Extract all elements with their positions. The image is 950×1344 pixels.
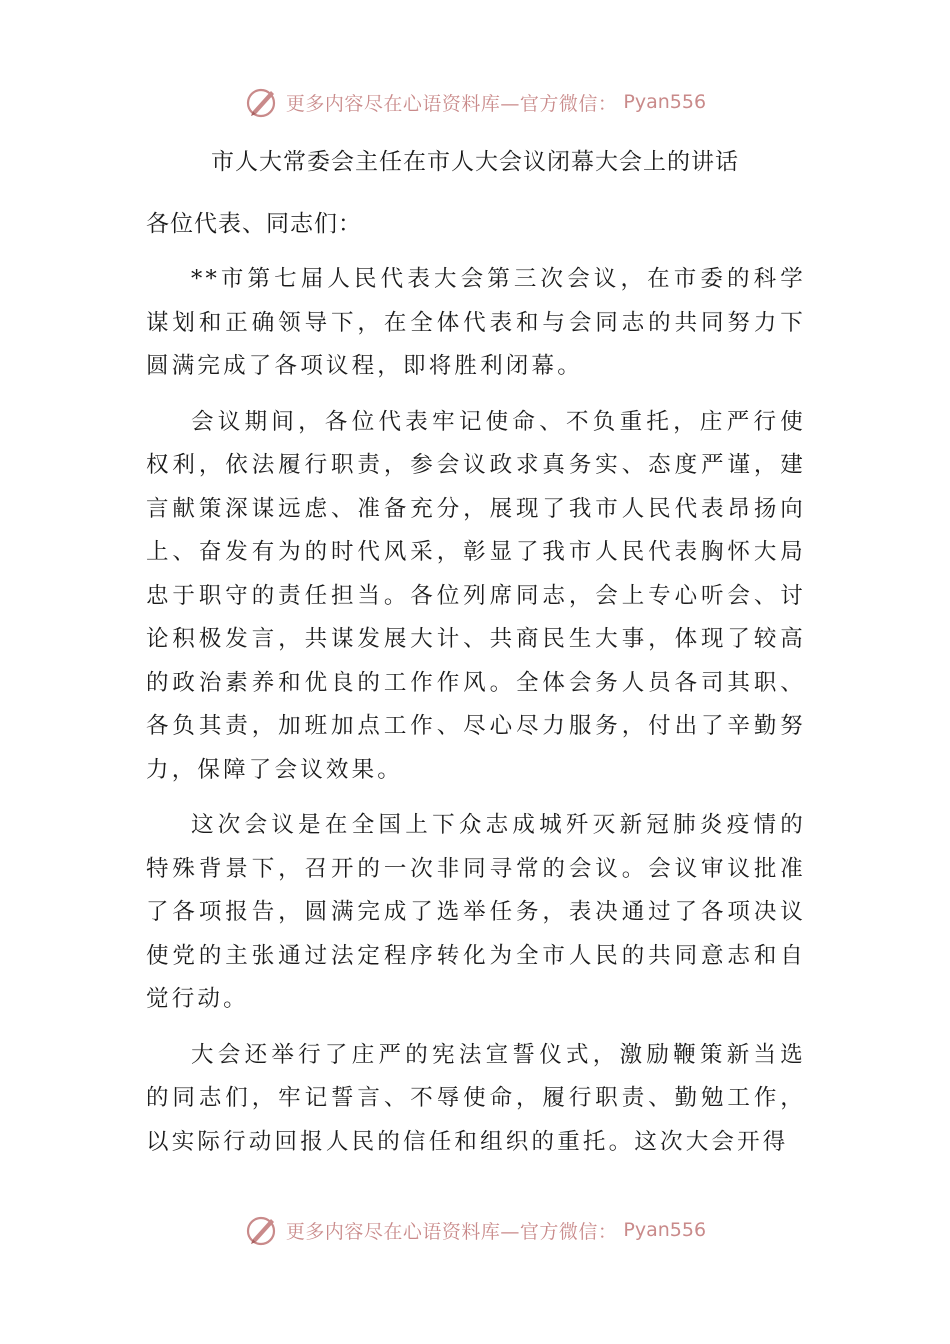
- pen-logo-icon: [244, 84, 280, 120]
- watermark-code: Pyan556: [623, 1219, 707, 1241]
- watermark-header: [0, 82, 950, 122]
- document-title: 市人大常委会主任在市人大会议闭幕大会上的讲话: [211, 149, 739, 175]
- watermark-footer: [0, 1210, 950, 1250]
- watermark-text: 更多内容尽在心语资料库—官方微信：: [285, 92, 618, 115]
- paragraph: 这次会议是在全国上下众志成城歼灭新冠肺炎疫情的特殊背景下，召开的一次非同寻常的会议。会议审议批准了各项报告，圆满完成了选举任务，表决通过了各项决议使党的主张通过法定程序转化为全市人民的共同意志和自觉行动。: [146, 812, 806, 1012]
- salutation: 各位代表、同志们：: [146, 211, 362, 237]
- paragraph: **市第七届人民代表大会第三次会议，在市委的科学谋划和正确领导下，在全体代表和与会同志的共同努力下圆满完成了各项议程，即将胜利闭幕。: [146, 266, 806, 379]
- document-body: [146, 202, 806, 1176]
- paragraph: 会议期间，各位代表牢记使命、不负重托，庄严行使权利，依法履行职责，参会议政求真务实、态度严谨，建言献策深谋远虑、准备充分，展现了我市人民代表昂扬向上、奋发有为的时代风采，彰显了我市人民代表胸怀大局忠于职守的责任担当。各位列席同志，会上专心听会、讨论积极发言，共谋发展大计、共商民生大事，体现了较高的政治素养和优良的工作作风。全体会务人员各司其职、各负其责，加班加点工作、尽心尽力服务，付出了辛勤努力，保障了会议效果。: [146, 408, 806, 783]
- pen-logo-icon: [244, 1212, 280, 1248]
- paragraph: 大会还举行了庄严的宪法宣誓仪式，激励鞭策新当选的同志们，牢记誓言、不辱使命，履行职责、勤勉工作，以实际行动回报人民的信任和组织的重托。这次大会开得: [146, 1041, 806, 1155]
- watermark-text: 更多内容尽在心语资料库—官方微信：: [285, 1220, 618, 1243]
- watermark-code: Pyan556: [623, 91, 707, 113]
